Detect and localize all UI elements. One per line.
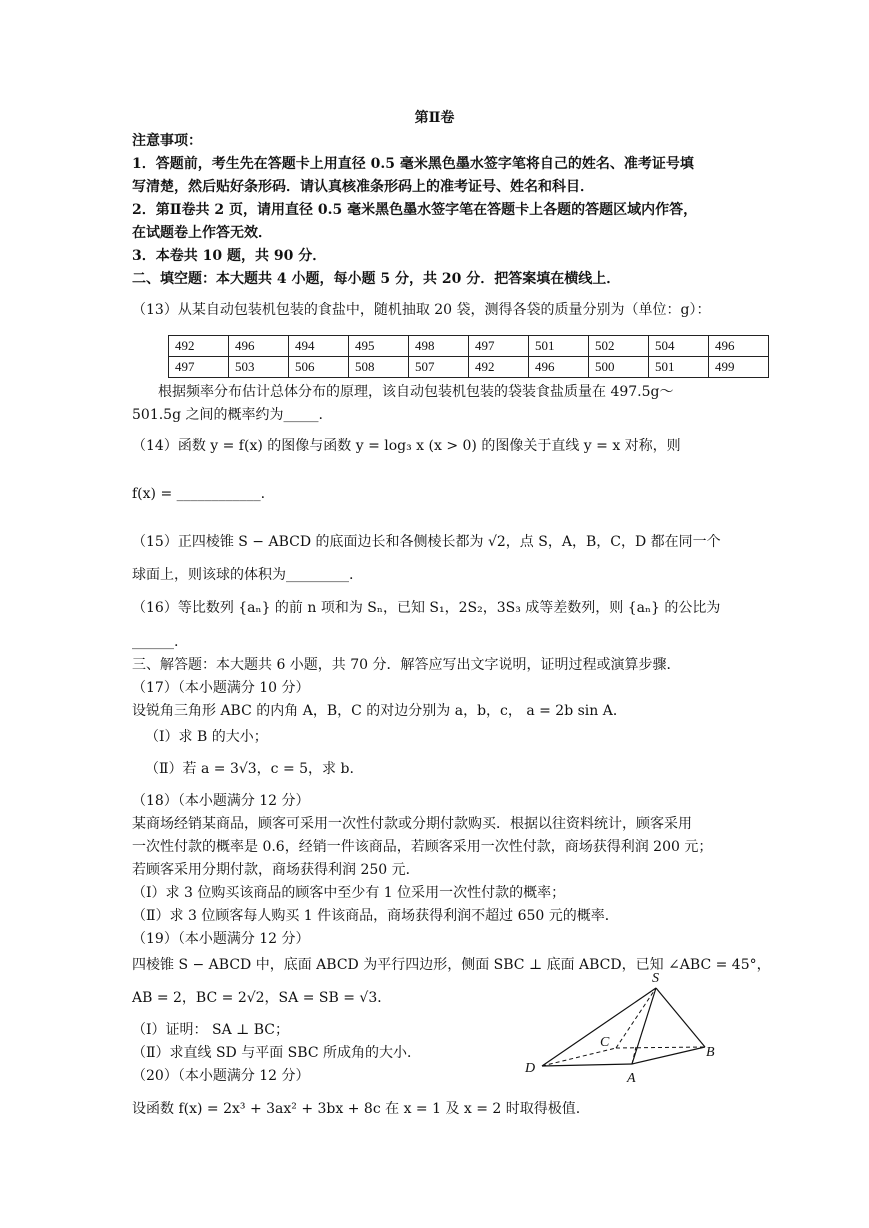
table-cell: 501 [529, 336, 589, 357]
q18-part-1: （Ⅰ）求 3 位购买该商品的顾客中至少有 1 位采用一次性付款的概率； [132, 885, 566, 901]
q17-part-1: （Ⅰ）求 B 的大小； [145, 729, 268, 745]
q14-line-1: （14）函数 y = f(x) 的图像与函数 y = log₃ x (x > 0) 的图像关于直线 y = x 对称，则 [132, 438, 681, 454]
q19-line-2: AB = 2，BC = 2√2，SA = SB = √3． [132, 990, 392, 1006]
notice-title: 注意事项： [132, 133, 202, 149]
table-cell: 506 [289, 357, 349, 378]
section-fill-in-title: 二、填空题：本大题共 4 小题，每小题 5 分，共 20 分．把答案填在横线上． [132, 271, 621, 287]
table-cell: 508 [349, 357, 409, 378]
q19-head: （19）（本小题满分 12 分） [132, 931, 310, 947]
edge-AB [632, 1047, 705, 1064]
height-line [632, 1047, 636, 1064]
q16-line-2: ______. [132, 634, 179, 650]
label-S: S [652, 971, 659, 986]
notice-1a: 1．答题前，考生先在答题卡上用直径 0.5 毫米黑色墨水签字笔将自己的姓名、准考证号填 [132, 156, 694, 172]
q13-text-1: 根据频率分布估计总体分布的原理，该自动包装机包装的袋装食盐质量在 497.5g～ [158, 384, 674, 400]
q13-intro: （13）从某自动包装机包装的食盐中，随机抽取 20 袋，测得各袋的质量分别为（单位：g）： [132, 302, 711, 318]
table-cell: 494 [289, 336, 349, 357]
table-cell: 499 [709, 357, 769, 378]
table-cell: 504 [649, 336, 709, 357]
q17-head: （17）（本小题满分 10 分） [132, 680, 310, 696]
q18-line-3: 若顾客采用分期付款，商场获得利润 250 元． [132, 862, 420, 878]
edge-DS [542, 988, 656, 1066]
q17-part-2: （Ⅱ）若 a = 3√3，c = 5，求 b. [145, 761, 354, 777]
table-cell: 495 [349, 336, 409, 357]
notice-2b: 在试题卷上作答无效． [132, 225, 272, 241]
table-cell: 498 [409, 336, 469, 357]
table-cell: 502 [589, 336, 649, 357]
table-cell: 497 [469, 336, 529, 357]
q18-line-2: 一次性付款的概率是 0.6，经销一件该商品，若顾客采用一次性付款，商场获得利润 200 元； [132, 839, 713, 855]
q19-line-1: 四棱锥 S − ABCD 中，底面 ABCD 为平行四边形，侧面 SBC ⊥ 底面 ABCD，已知 ∠ABC = 45°， [132, 957, 771, 973]
label-D: D [525, 1061, 536, 1076]
q18-line-1: 某商场经销某商品，顾客可采用一次性付款或分期付款购买．根据以往资料统计，顾客采用 [132, 816, 692, 832]
q15-line-2: 球面上，则该球的体积为_________. [132, 567, 354, 583]
q17-stem: 设锐角三角形 ABC 的内角 A，B，C 的对边分别为 a，b，c， a = 2b sin A． [132, 703, 627, 719]
table-cell: 503 [229, 357, 289, 378]
notice-2a: 2．第Ⅱ卷共 2 页，请用直径 0.5 毫米黑色墨水签字笔在答题卡上各题的答题区域内作答， [132, 202, 698, 218]
notice-3: 3．本卷共 10 题，共 90 分． [132, 248, 327, 264]
table-cell: 500 [589, 357, 649, 378]
edge-DC [542, 1048, 616, 1066]
q13-data-table [168, 335, 769, 378]
q19-part-1: （Ⅰ）证明： SA ⊥ BC； [132, 1022, 290, 1038]
q14-line-2: f(x) = ____________. [132, 486, 266, 502]
label-A: A [627, 1071, 636, 1086]
table-cell: 496 [709, 336, 769, 357]
q20-line-1: 设函数 f(x) = 2x³ + 3ax² + 3bx + 8c 在 x = 1 及 x = 2 时取得极值. [132, 1101, 581, 1117]
table-row [169, 336, 769, 357]
table-cell: 492 [169, 336, 229, 357]
q20-head: （20）（本小题满分 12 分） [132, 1068, 310, 1084]
table-cell: 492 [469, 357, 529, 378]
notice-1b: 写清楚，然后贴好条形码．请认真核准条形码上的准考证号、姓名和科目． [132, 179, 594, 195]
q16-line-1: （16）等比数列 {aₙ} 的前 n 项和为 Sₙ，已知 S₁，2S₂，3S₃ 成等差数列，则 {aₙ} 的公比为 [132, 600, 721, 616]
q18-head: （18）（本小题满分 12 分） [132, 793, 310, 809]
edge-AS [632, 988, 656, 1064]
section-answer-title: 三、解答题：本大题共 6 小题，共 70 分．解答应写出文字说明，证明过程或演算步骤． [132, 657, 681, 673]
q15-line-1: （15）正四棱锥 S − ABCD 的底面边长和各侧棱长都为 √2，点 S，A，B，C，D 都在同一个 [132, 534, 721, 550]
q18-part-2: （Ⅱ）求 3 位顾客每人购买 1 件该商品，商场获得利润不超过 650 元的概率． [132, 908, 619, 924]
q19-part-2: （Ⅱ）求直线 SD 与平面 SBC 所成角的大小． [132, 1045, 421, 1061]
pyramid-figure [520, 968, 750, 1088]
q13-text-2: 501.5g 之间的概率约为_____. [132, 407, 323, 423]
label-B: B [706, 1045, 715, 1060]
edge-CB [616, 1047, 705, 1048]
edge-BS [656, 988, 705, 1047]
table-row [169, 357, 769, 378]
table-cell: 497 [169, 357, 229, 378]
section-title: 第Ⅱ卷 [414, 110, 455, 126]
edge-DA [542, 1064, 632, 1066]
label-C: C [600, 1035, 610, 1050]
table-cell: 496 [229, 336, 289, 357]
table-cell: 496 [529, 357, 589, 378]
table-cell: 501 [649, 357, 709, 378]
table-cell: 507 [409, 357, 469, 378]
edge-CS [616, 988, 656, 1048]
